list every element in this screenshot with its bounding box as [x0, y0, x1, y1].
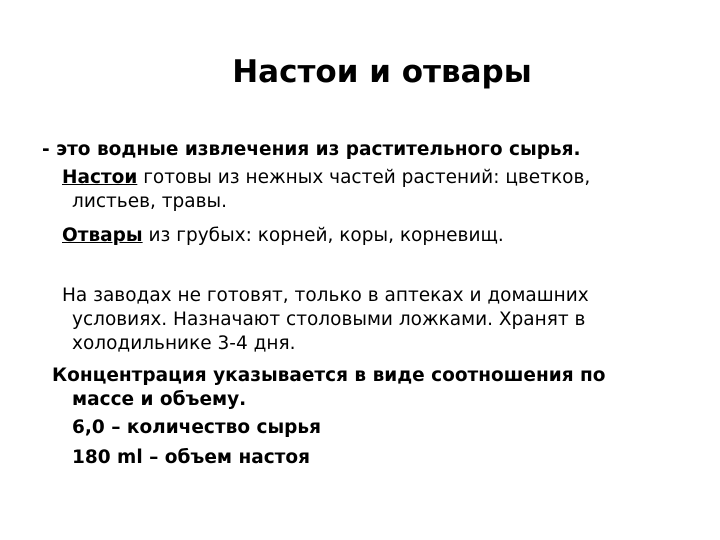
concentration-raw-material: 6,0 – количество сырья — [72, 417, 321, 438]
decoctions-term: Отвары — [62, 225, 143, 246]
infusions-line — [62, 166, 590, 190]
infusions-continuation: листьев, травы. — [72, 191, 227, 212]
concentration-volume: 180 ml – объем настоя — [72, 447, 310, 468]
infusions-text: готовы из нежных частей растений: цветков, — [137, 167, 591, 188]
preparation-line-1: На заводах не готовят, только в аптеках и домашних — [62, 285, 589, 306]
decoctions-text: из грубых: корней, коры, корневищ. — [142, 225, 504, 246]
preparation-line-3: холодильнике 3-4 дня. — [72, 333, 296, 354]
definition-text: - это водные извлечения из растительного сырья. — [42, 139, 581, 160]
concentration-line-1: Концентрация указывается в виде соотношения по — [52, 365, 606, 386]
infusions-term: Настои — [62, 167, 138, 188]
preparation-line-2: условиях. Назначают столовыми ложками. Хранят в — [72, 309, 586, 330]
decoctions-line — [62, 224, 504, 248]
page-title: Настои и отвары — [232, 54, 532, 90]
concentration-line-2: массе и объему. — [72, 389, 247, 410]
